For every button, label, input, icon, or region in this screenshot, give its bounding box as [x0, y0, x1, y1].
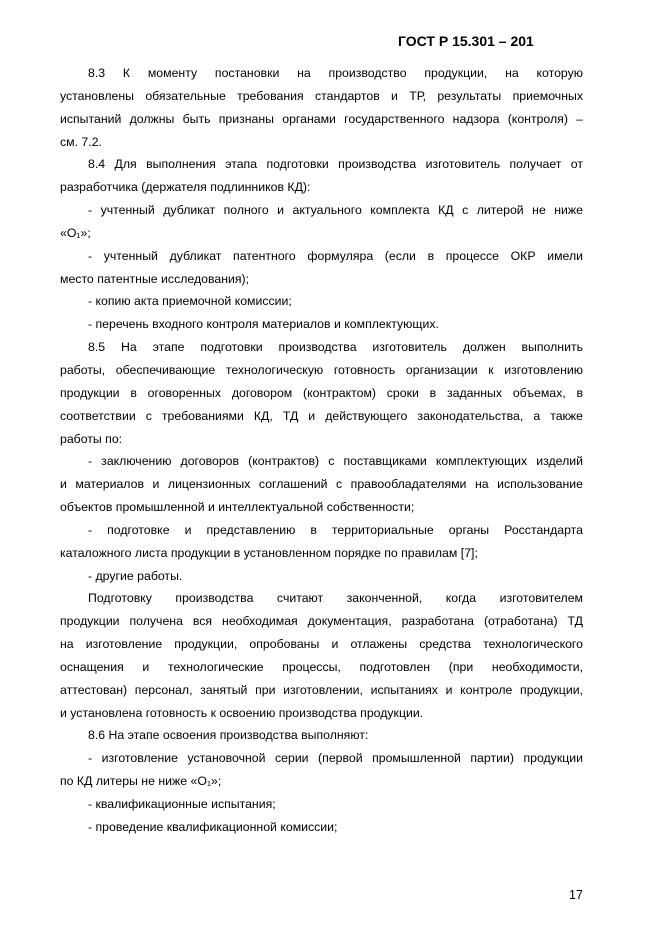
text-line: 8.5 На этапе подготовки производства изготовитель должен выполнить [88, 340, 583, 355]
text-line: - изготовление установочной серии (первой промышленной партии) продукции [88, 751, 583, 766]
text-line: продукции в оговоренных договором (контрактом) сроки в заданных объемах, в [60, 385, 583, 400]
paragraph [60, 587, 583, 724]
paragraph [60, 450, 583, 519]
text-line: по КД литеры не ниже «О₁»; [60, 774, 222, 789]
text-line: разработчика (держателя подлинников КД): [60, 180, 311, 195]
paragraph [60, 519, 583, 565]
text-line: и установлена готовность к освоению производства продукции. [60, 705, 424, 720]
paragraph [60, 747, 583, 793]
text-line: - подготовке и представлению в территориальные органы Росстандарта [88, 522, 583, 537]
text-line: продукции получена вся необходимая документация, разработана (отработана) ТД [60, 614, 583, 629]
text-line: Подготовку производства считают законченной, когда изготовителем [88, 591, 583, 606]
text-line: - учтенный дубликат патентного формуляра (если в процессе ОКР имели [88, 248, 583, 263]
text-line: см. 7.2. [60, 134, 102, 149]
paragraph [60, 816, 583, 839]
text-line: 8.3 К моменту постановки на производство продукции, на которую [88, 66, 583, 80]
document-header: ГОСТ Р 15.301 – 201 [398, 33, 534, 49]
text-line: место патентные исследования); [60, 271, 250, 286]
text-line: и материалов и лицензионных соглашений с правообладателями на использование [60, 477, 583, 492]
text-line: - квалификационные испытания; [88, 797, 276, 811]
paragraph [60, 793, 583, 816]
paragraph [60, 153, 583, 199]
text-line: «О₁»; [60, 225, 91, 240]
text-line: - учтенный дубликат полного и актуального комплекта КД с литерой не ниже [88, 203, 583, 218]
text-line: соответствии с требованиями КД, ТД и действующего законодательства, а также [60, 408, 583, 423]
paragraph [60, 336, 583, 450]
text-line: каталожного листа продукции в установленном порядке по правилам [7]; [60, 545, 478, 560]
text-line: 8.4 Для выполнения этапа подготовки производства изготовитель получает от [88, 157, 583, 172]
text-line: оснащения и технологические процессы, подготовлен (при необходимости, [60, 659, 583, 674]
text-line: 8.6 На этапе освоения производства выполняют: [88, 728, 369, 743]
paragraph [60, 290, 583, 313]
paragraph [60, 62, 583, 153]
page-number: 17 [569, 888, 583, 902]
paragraph [60, 724, 583, 747]
paragraph [60, 565, 583, 588]
text-line: испытаний должны быть признаны органами государственного надзора (контроля) – [60, 111, 583, 126]
text-line: работы, обеспечивающие технологическую готовность организации к изготовлению [60, 362, 583, 377]
text-line: установлены обязательные требования стандартов и ТР, результаты приемочных [60, 88, 583, 103]
document-body [60, 62, 583, 839]
text-line: аттестован) персонал, занятый при изготовлении, испытаниях и контроле продукции, [60, 682, 583, 697]
text-line: - другие работы. [88, 568, 183, 583]
paragraph [60, 199, 583, 245]
text-line: на изготовление продукции, опробованы и отлажены средства технологического [60, 637, 583, 652]
paragraph [60, 245, 583, 291]
text-line: работы по: [60, 431, 123, 446]
text-line: - копию акта приемочной комиссии; [88, 294, 292, 309]
text-line: объектов промышленной и интеллектуальной собственности; [60, 500, 415, 515]
text-line: - проведение квалификационной комиссии; [88, 819, 338, 834]
text-line: - перечень входного контроля материалов и комплектующих. [88, 317, 439, 332]
paragraph [60, 313, 583, 336]
text-line: - заключению договоров (контрактов) с поставщиками комплектующих изделий [88, 454, 583, 469]
